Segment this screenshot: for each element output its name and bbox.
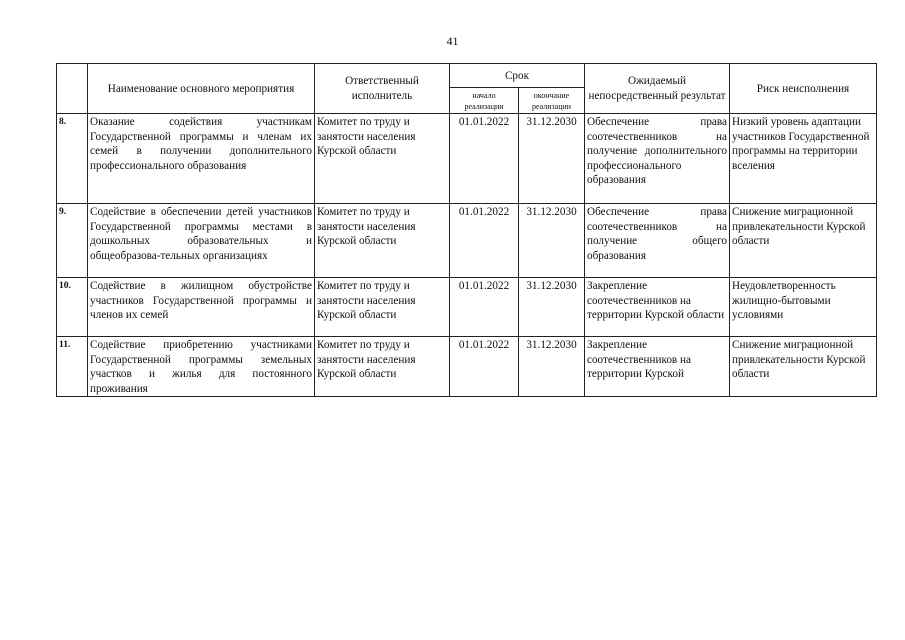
row-end-date: 31.12.2030 <box>519 114 585 204</box>
header-term-end: окончание реализации <box>519 88 585 114</box>
row-end-date: 31.12.2030 <box>519 278 585 337</box>
row-risk: Низкий уровень адаптации участников Государственной программы на территории вселения <box>730 114 877 204</box>
row-expected-result: Закрепление соотечественников на территории Курской <box>585 337 730 397</box>
row-number: 10. <box>57 278 88 337</box>
row-measure-name: Оказание содействия участникам Государственной программы и членам их семей в получении дополнительного профессионального образования <box>88 114 315 204</box>
table-row <box>57 114 877 204</box>
row-risk: Снижение миграционной привлекательности Курской области <box>730 204 877 278</box>
row-start-date: 01.01.2022 <box>450 114 519 204</box>
table-row <box>57 204 877 278</box>
row-risk: Неудовлетворенность жилищно-бытовыми условиями <box>730 278 877 337</box>
row-expected-result: Обеспечение права соотечественников на получение общего образования <box>585 204 730 278</box>
row-end-date: 31.12.2030 <box>519 204 585 278</box>
row-executor: Комитет по труду и занятости населения Курской области <box>315 114 450 204</box>
table-header-row <box>57 64 877 88</box>
row-measure-name: Содействие в обеспечении детей участников Государственной программы местами в дошкольных образовательных и общеобразова-тельных организациях <box>88 204 315 278</box>
row-executor: Комитет по труду и занятости населения Курской области <box>315 204 450 278</box>
row-measure-name: Содействие приобретению участниками Государственной программы земельных участков и жилья для постоянного проживания <box>88 337 315 397</box>
row-executor: Комитет по труду и занятости населения Курской области <box>315 337 450 397</box>
row-executor: Комитет по труду и занятости населения Курской области <box>315 278 450 337</box>
row-expected-result: Обеспечение права соотечественников на получение дополнительного профессионального образования <box>585 114 730 204</box>
row-measure-name: Содействие в жилищном обустройстве участников Государственной программы и членов их семей <box>88 278 315 337</box>
row-start-date: 01.01.2022 <box>450 278 519 337</box>
row-start-date: 01.01.2022 <box>450 204 519 278</box>
table-row <box>57 278 877 337</box>
row-number: 11. <box>57 337 88 397</box>
header-number <box>57 64 88 114</box>
header-term: Срок <box>450 64 585 88</box>
header-name: Наименование основного мероприятия <box>88 64 315 114</box>
row-number: 9. <box>57 204 88 278</box>
measures-table <box>56 63 877 397</box>
row-end-date: 31.12.2030 <box>519 337 585 397</box>
row-start-date: 01.01.2022 <box>450 337 519 397</box>
header-executor: Ответственный исполнитель <box>315 64 450 114</box>
header-result: Ожидаемый непосредственный результат <box>585 64 730 114</box>
table-row <box>57 337 877 397</box>
row-expected-result: Закрепление соотечественников на территории Курской области <box>585 278 730 337</box>
row-risk: Снижение миграционной привлекательности Курской области <box>730 337 877 397</box>
header-risk: Риск неисполнения <box>730 64 877 114</box>
header-term-start: начало реализации <box>450 88 519 114</box>
row-number: 8. <box>57 114 88 204</box>
page-number: 41 <box>446 34 459 48</box>
